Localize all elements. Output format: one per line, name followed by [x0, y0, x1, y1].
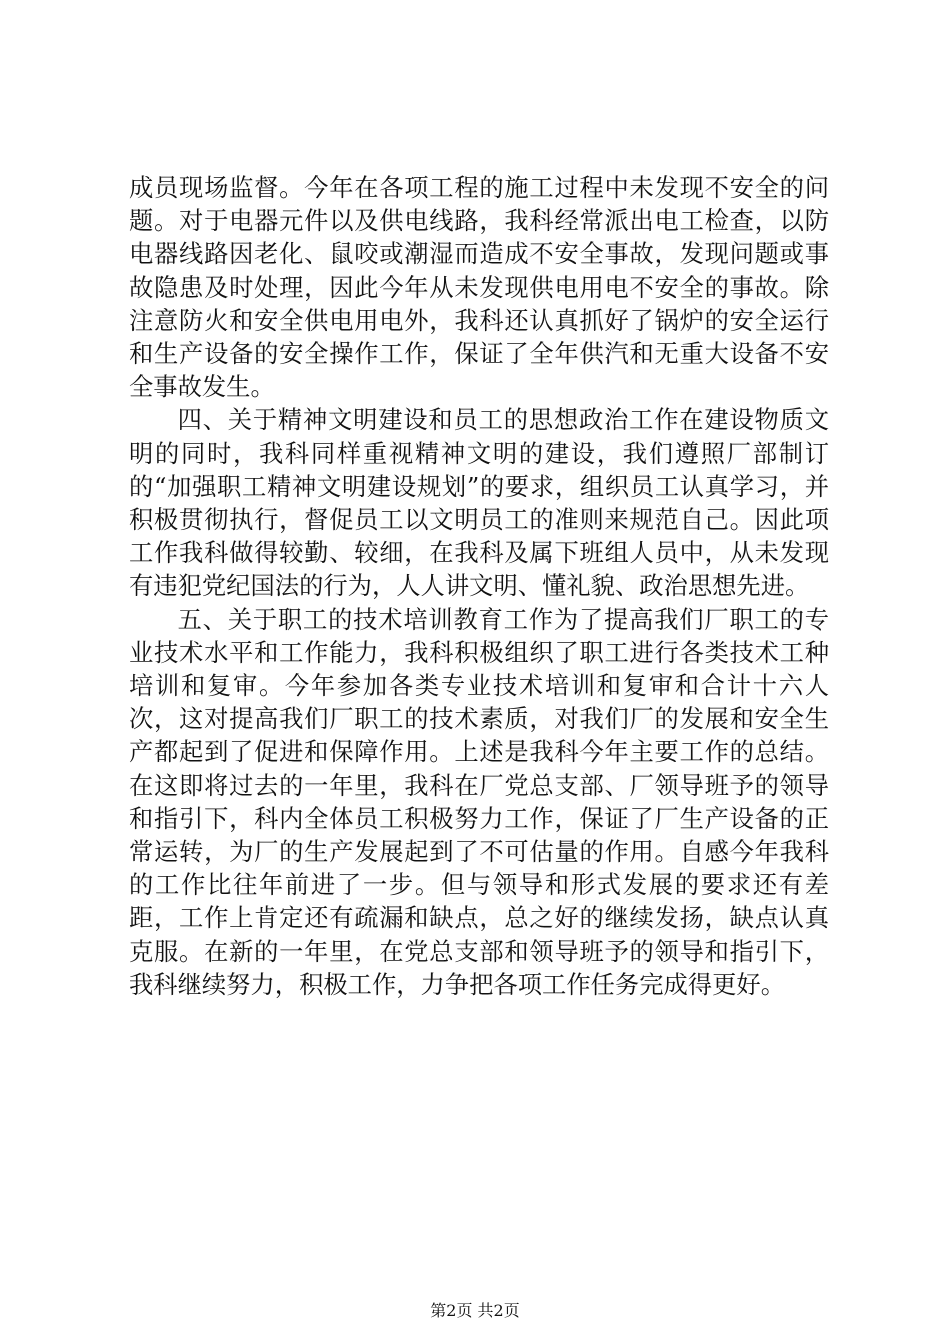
- paragraph-technical-training: 五、关于职工的技术培训教育工作为了提高我们厂职工的专业技术水平和工作能力，我科积极组织了职工进行各类技术工种培训和复审。今年参加各类专业技术培训和复审和合计十六人次，这对提高我们厂职工的技术素质，对我们厂的发展和安全生产都起到了促进和保障作用。上述是我科今年主要工作的总结。在这即将过去的一年里，我科在厂党总支部、厂领导班予的领导和指引下，科内全体员工积极努力工作，保证了厂生产设备的正常运转，为厂的生产发展起到了不可估量的作用。自感今年我科的工作比往年前进了一步。但与领导和形式发展的要求还有差距，工作上肯定还有疏漏和缺点，总之好的继续发扬，缺点认真克服。在新的一年里，在党总支部和领导班予的领导和指引下，我科继续努力，积极工作，力争把各项工作任务完成得更好。: [129, 604, 829, 999]
- paragraph-safety-supervision: 成员现场监督。今年在各项工程的施工过程中未发现不安全的问题。对于电器元件以及供电线路，我科经常派出电工检查，以防电器线路因老化、鼠咬或潮湿而造成不安全事故，发现问题或事故隐患及时处理，因此今年从未发现供电用电不安全的事故。除注意防火和安全供电用电外，我科还认真抓好了锅炉的安全运行和生产设备的安全操作工作，保证了全年供汽和无重大设备不安全事故发生。: [129, 173, 829, 402]
- page-number-footer: 第2页 共2页: [430, 1301, 520, 1320]
- paragraph-spiritual-civilization: 四、关于精神文明建设和员工的思想政治工作在建设物质文明的同时，我科同样重视精神文明的建设，我们遵照厂部制订的“加强职工精神文明建设规划”的要求，组织员工认真学习，并积极贯彻执行，督促员工以文明员工的准则来规范自己。因此项工作我科做得较勤、较细，在我科及属下班组人员中，从未发现有违犯党纪国法的行为，人人讲文明、懂礼貌、政治思想先进。: [129, 405, 829, 601]
- document-body: [129, 171, 829, 1001]
